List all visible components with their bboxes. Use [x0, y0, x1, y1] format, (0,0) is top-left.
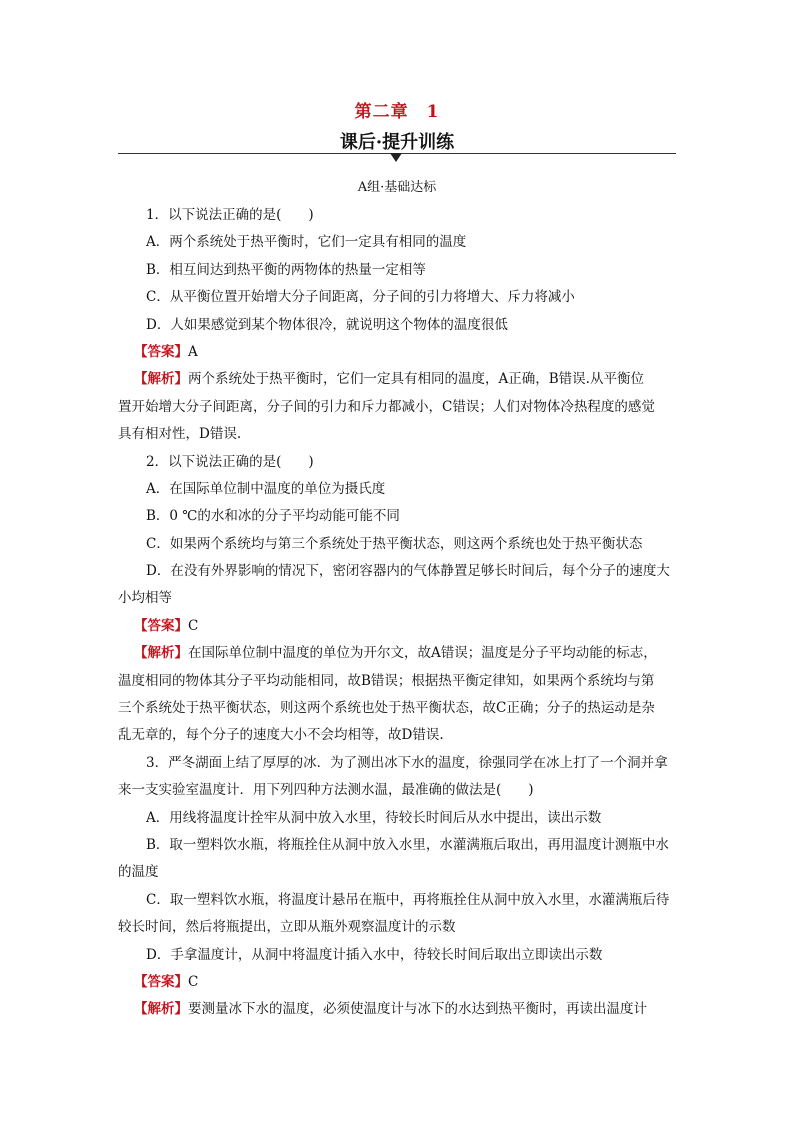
text-line	[118, 585, 678, 612]
answer-tag: 【答案】	[134, 617, 188, 634]
line-text: 温度相同的物体其分子平均动能相同，故B错误；根据热平衡定律知，如果两个系统均与第	[118, 672, 655, 689]
answer-tag: 【答案】	[134, 343, 188, 360]
answer-tag: 【解析】	[134, 645, 188, 662]
line-text: 2．以下说法正确的是( )	[146, 453, 314, 470]
line-text: 来一支实验室温度计．用下列四种方法测水温，最准确的做法是( )	[118, 782, 534, 799]
line-text: 的温度	[118, 864, 159, 881]
text-line	[118, 531, 678, 558]
line-text: 要测量冰下水的温度，必须使温度计与冰下的水达到热平衡时，再读出温度计	[188, 1001, 647, 1018]
line-text: A．用线将温度计拴牢从洞中放入水里，待较长时间后从水中提出，读出示数	[146, 809, 602, 826]
text-line	[118, 668, 678, 695]
line-text: 两个系统处于热平衡时，它们一定具有相同的温度，A正确，B错误.从平衡位	[188, 371, 644, 388]
text-line	[118, 777, 678, 804]
line-text: 在国际单位制中温度的单位为开尔文，故A错误；温度是分子平均动能的标志，	[188, 645, 657, 662]
text-line	[118, 312, 678, 339]
text-line	[118, 805, 678, 832]
line-text: C．如果两个系统均与第三个系统处于热平衡状态，则这两个系统也处于热平衡状态	[146, 535, 643, 552]
text-line	[118, 695, 678, 722]
line-text: D．在没有外界影响的情况下，密闭容器内的气体静置足够长时间后，每个分子的速度大	[146, 563, 670, 580]
line-text: 乱无章的，每个分子的速度大小不会均相等，故D错误.	[118, 727, 444, 744]
line-text: 3．严冬湖面上结了厚厚的冰．为了测出冰下水的温度，徐强同学在冰上打了一个洞并拿	[146, 754, 668, 771]
text-line	[118, 503, 678, 530]
text-line	[118, 476, 678, 503]
text-line	[118, 750, 678, 777]
page-subtitle: 课后·提升训练	[339, 132, 455, 153]
line-text: D．手拿温度计，从洞中将温度计插入水中，待较长时间后取出立即读出示数	[146, 946, 603, 963]
text-line	[118, 421, 678, 448]
text-line	[118, 859, 678, 886]
text-line	[118, 394, 678, 421]
text-line	[118, 449, 678, 476]
text-line	[118, 229, 678, 256]
line-text: 三个系统处于热平衡状态，则这两个系统也处于热平衡状态，故C正确；分子的热运动是杂	[118, 700, 655, 717]
answer-tag: 【解析】	[134, 371, 188, 388]
chapter-title: 第二章 1	[354, 102, 440, 122]
labeled-line	[118, 640, 678, 667]
line-text: A	[188, 343, 198, 360]
line-text: B．0 ℃的水和冰的分子平均动能可能不同	[146, 508, 400, 525]
question-body	[118, 202, 678, 1024]
line-text: C	[188, 617, 199, 634]
text-line	[118, 722, 678, 749]
line-text: 1．以下说法正确的是( )	[146, 207, 314, 223]
labeled-line	[118, 969, 678, 996]
line-text: 置开始增大分子间距离，分子间的引力和斥力都减小，C错误；人们对物体冷热程度的感觉	[118, 398, 655, 415]
line-text: C	[188, 973, 199, 990]
line-text: C．取一塑料饮水瓶，将温度计悬吊在瓶中，再将瓶拴住从洞中放入水里，水灌满瓶后待	[146, 891, 670, 908]
answer-tag: 【解析】	[134, 1001, 188, 1018]
text-line	[118, 284, 678, 311]
line-text: B．相互间达到热平衡的两物体的热量一定相等	[146, 261, 426, 278]
labeled-line	[118, 366, 678, 393]
line-text: D．人如果感觉到某个物体很冷，就说明这个物体的温度很低	[146, 316, 508, 333]
line-text: B．取一塑料饮水瓶，将瓶拴住从洞中放入水里，水灌满瓶后取出，再用温度计测瓶中水	[146, 836, 669, 853]
line-text: C．从平衡位置开始增大分子间距离，分子间的引力将增大、斥力将减小	[146, 289, 575, 306]
labeled-line	[118, 996, 678, 1023]
text-line	[118, 832, 678, 859]
text-line	[118, 942, 678, 969]
divider-marker-icon	[390, 153, 402, 162]
labeled-line	[118, 339, 678, 366]
line-text: A．在国际单位制中温度的单位为摄氏度	[146, 480, 386, 497]
line-text: A．两个系统处于热平衡时，它们一定具有相同的温度	[146, 234, 467, 251]
line-text: 小均相等	[118, 590, 172, 607]
line-text: 较长时间，然后将瓶提出，立即从瓶外观察温度计的示数	[118, 919, 456, 936]
text-line	[118, 257, 678, 284]
text-line	[118, 914, 678, 941]
answer-tag: 【答案】	[134, 973, 188, 990]
section-heading: A组·基础达标	[357, 180, 437, 195]
text-line	[118, 887, 678, 914]
text-line	[118, 558, 678, 585]
labeled-line	[118, 613, 678, 640]
text-line	[118, 202, 678, 229]
line-text: 具有相对性，D错误.	[118, 426, 242, 443]
